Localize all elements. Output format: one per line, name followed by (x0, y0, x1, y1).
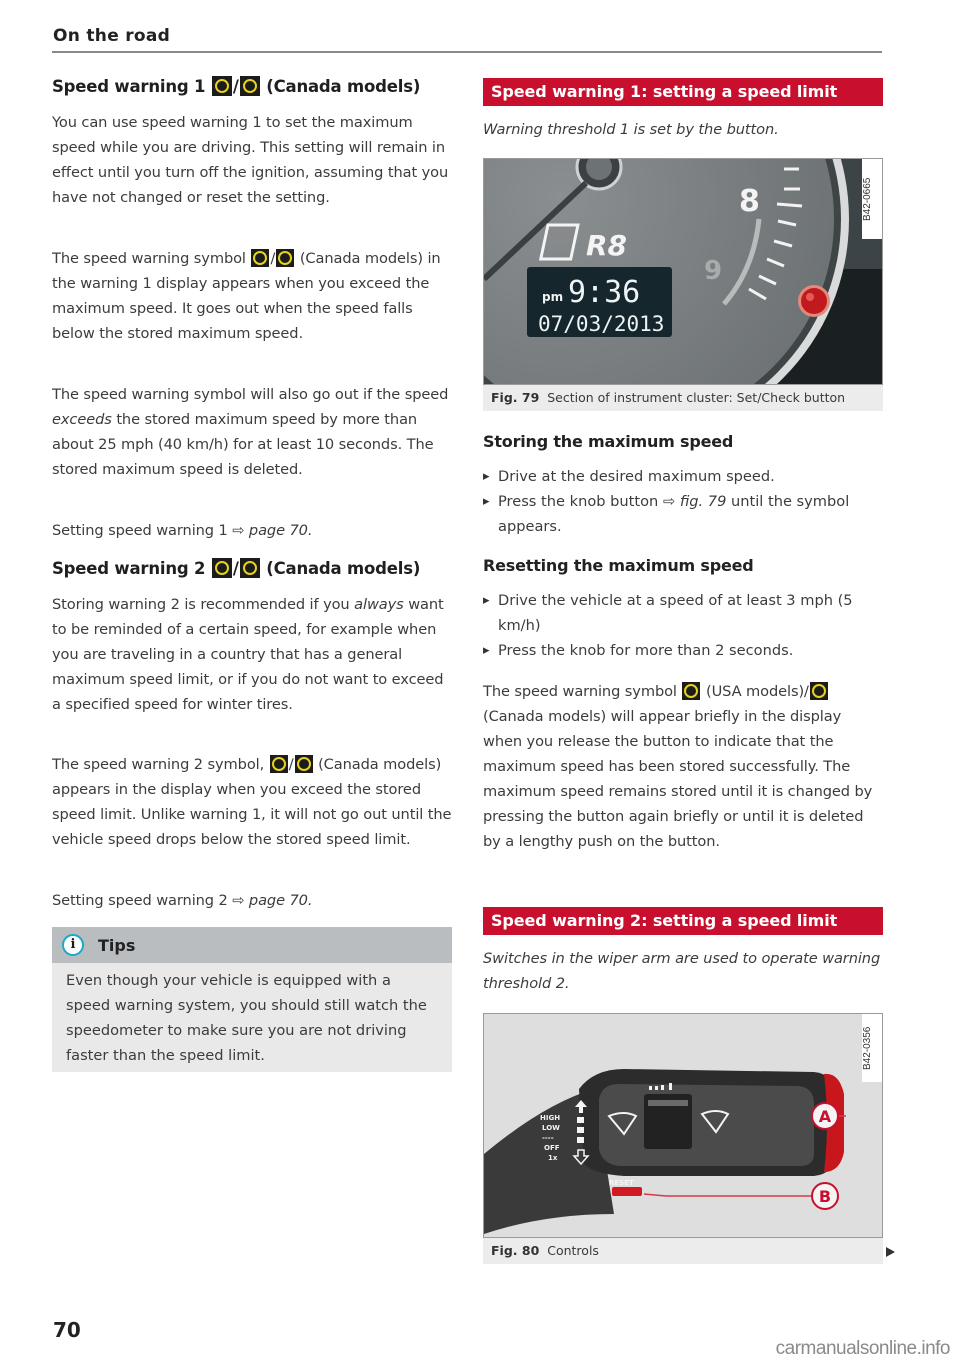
speed-warning-1-heading: Speed warning 1 / (Canada models) (52, 77, 421, 96)
kmh-speed-warning-icon (810, 682, 828, 700)
figure-79 (483, 158, 883, 411)
svg-text:B: B (818, 1187, 832, 1206)
section-bar-speed-warning-1: Speed warning 1: setting a speed limit (483, 78, 883, 106)
tips-header (52, 927, 452, 963)
tips-title: Tips (98, 935, 136, 955)
kmh-speed-warning-2-icon (295, 755, 313, 773)
sw2-paragraph-2: The speed warning 2 symbol, / (Canada models) appears in the display when you exceed the stored speed limit. Unlike warning 1, it will not go out until the vehicle speed drops below the stored speed limit. (52, 756, 452, 848)
sw1-cross-reference: Setting speed warning 1 ⇨ page 70. (52, 522, 313, 539)
figure-79-caption: Fig. 79 Section of instrument cluster: Set/Check button (483, 385, 883, 411)
sw1-intro: Warning threshold 1 is set by the button. (483, 121, 779, 138)
mph-speed-warning-1-icon (212, 76, 232, 96)
svg-text:pm: pm (542, 290, 564, 304)
page-70-link[interactable]: page 70. (248, 522, 313, 539)
mph-speed-warning-2-icon (270, 755, 288, 773)
storing-max-speed-heading: Storing the maximum speed (483, 432, 734, 451)
storing-steps-list (483, 464, 883, 539)
instrument-cluster-image (483, 158, 883, 385)
continued-arrow-icon (886, 1247, 895, 1257)
sw1-paragraph-3: The speed warning symbol will also go out if the speed exceeds the stored maximum speed by more than about 25 mph (40 km/h) for at least 10 seconds. The stored maximum speed is deleted. (52, 386, 449, 478)
section-bar-speed-warning-2: Speed warning 2: setting a speed limit (483, 907, 883, 935)
step-item: ▸ Drive at the desired maximum speed. (483, 464, 883, 489)
resetting-max-speed-heading: Resetting the maximum speed (483, 556, 754, 575)
svg-text:07/03/2013: 07/03/2013 (538, 312, 665, 336)
svg-text:9: 9 (704, 256, 723, 286)
sw2-paragraph-1: Storing warning 2 is recommended if you always want to be reminded of a certain speed, for example when you are traveling in a country that has a general maximum speed limit, or if you do not want to exceed a specified speed for winter tires. (52, 596, 444, 713)
stored-confirmation-paragraph: The speed warning symbol (USA models)/ (Canada models) will appear briefly in the display when you release the button to indicate that the maximum speed has been stored successfully. The maximum speed remains stored until it is changed by pressing the button again briefly or until it is deleted by a lengthy push on the button. (483, 683, 873, 850)
kmh-speed-warning-1-icon (276, 249, 294, 267)
fig-79-link[interactable]: fig. 79 (679, 493, 727, 510)
svg-text:LOW: LOW (542, 1124, 560, 1132)
kmh-speed-warning-2-icon (240, 558, 260, 578)
sw2-intro: Switches in the wiper arm are used to operate warning threshold 2. (483, 950, 881, 992)
mph-speed-warning-1-icon (251, 249, 269, 267)
svg-text:R8: R8 (586, 229, 628, 262)
tips-box (52, 927, 452, 1072)
sw1-paragraph-2: The speed warning symbol / (Canada models) in the warning 1 display appears when you exceed the maximum speed. It goes out when the speed falls below the stored maximum speed. (52, 250, 441, 342)
running-head-title: On the road (53, 26, 171, 46)
mph-speed-warning-icon (682, 682, 700, 700)
svg-text:A: A (818, 1107, 832, 1126)
step-item: ▸ Press the knob for more than 2 seconds. (483, 638, 883, 663)
step-item: ▸ Press the knob button ⇨ fig. 79 until the symbol appears. (483, 489, 883, 539)
figure-id-code: B42-0356 (862, 1014, 882, 1082)
page-number: 70 (53, 1318, 81, 1342)
svg-text:HIGH: HIGH (540, 1114, 561, 1122)
wiper-stalk-illustration (484, 1014, 882, 1237)
step-item: ▸ Drive the vehicle at a speed of at least 3 mph (5 km/h) (483, 588, 883, 638)
sw2-cross-reference: Setting speed warning 2 ⇨ page 70. (52, 892, 313, 909)
tips-body: Even though your vehicle is equipped with a speed warning system, you should still watch the speedometer to make sure you are not driving faster than the speed limit. (66, 972, 427, 1064)
kmh-speed-warning-1-icon (240, 76, 260, 96)
info-icon: i (62, 934, 84, 956)
svg-text:OFF: OFF (544, 1144, 560, 1152)
sw1-paragraph-1: You can use speed warning 1 to set the maximum speed while you are driving. This setting will remain in effect until you turn off the ignition, assuming that you have not changed or reset the setting. (52, 114, 449, 206)
svg-text:8: 8 (739, 184, 760, 219)
reset-steps-list (483, 588, 883, 663)
watermark: carmanualsonline.info (775, 1338, 950, 1359)
figure-80-caption: Fig. 80 Controls (483, 1238, 883, 1264)
svg-text:9:36: 9:36 (568, 275, 641, 310)
svg-text:1x: 1x (548, 1154, 558, 1162)
svg-text:RESET: RESET (609, 1179, 634, 1187)
page-70-link[interactable]: page 70. (248, 892, 313, 909)
instrument-cluster-illustration (484, 159, 882, 384)
figure-80 (483, 1013, 883, 1264)
wiper-stalk-image (483, 1013, 883, 1238)
mph-speed-warning-2-icon (212, 558, 232, 578)
svg-text:----: ---- (542, 1134, 554, 1142)
speed-warning-2-heading: Speed warning 2 / (Canada models) (52, 559, 421, 578)
header-divider (52, 51, 882, 53)
figure-id-code: B42-0665 (862, 159, 882, 239)
